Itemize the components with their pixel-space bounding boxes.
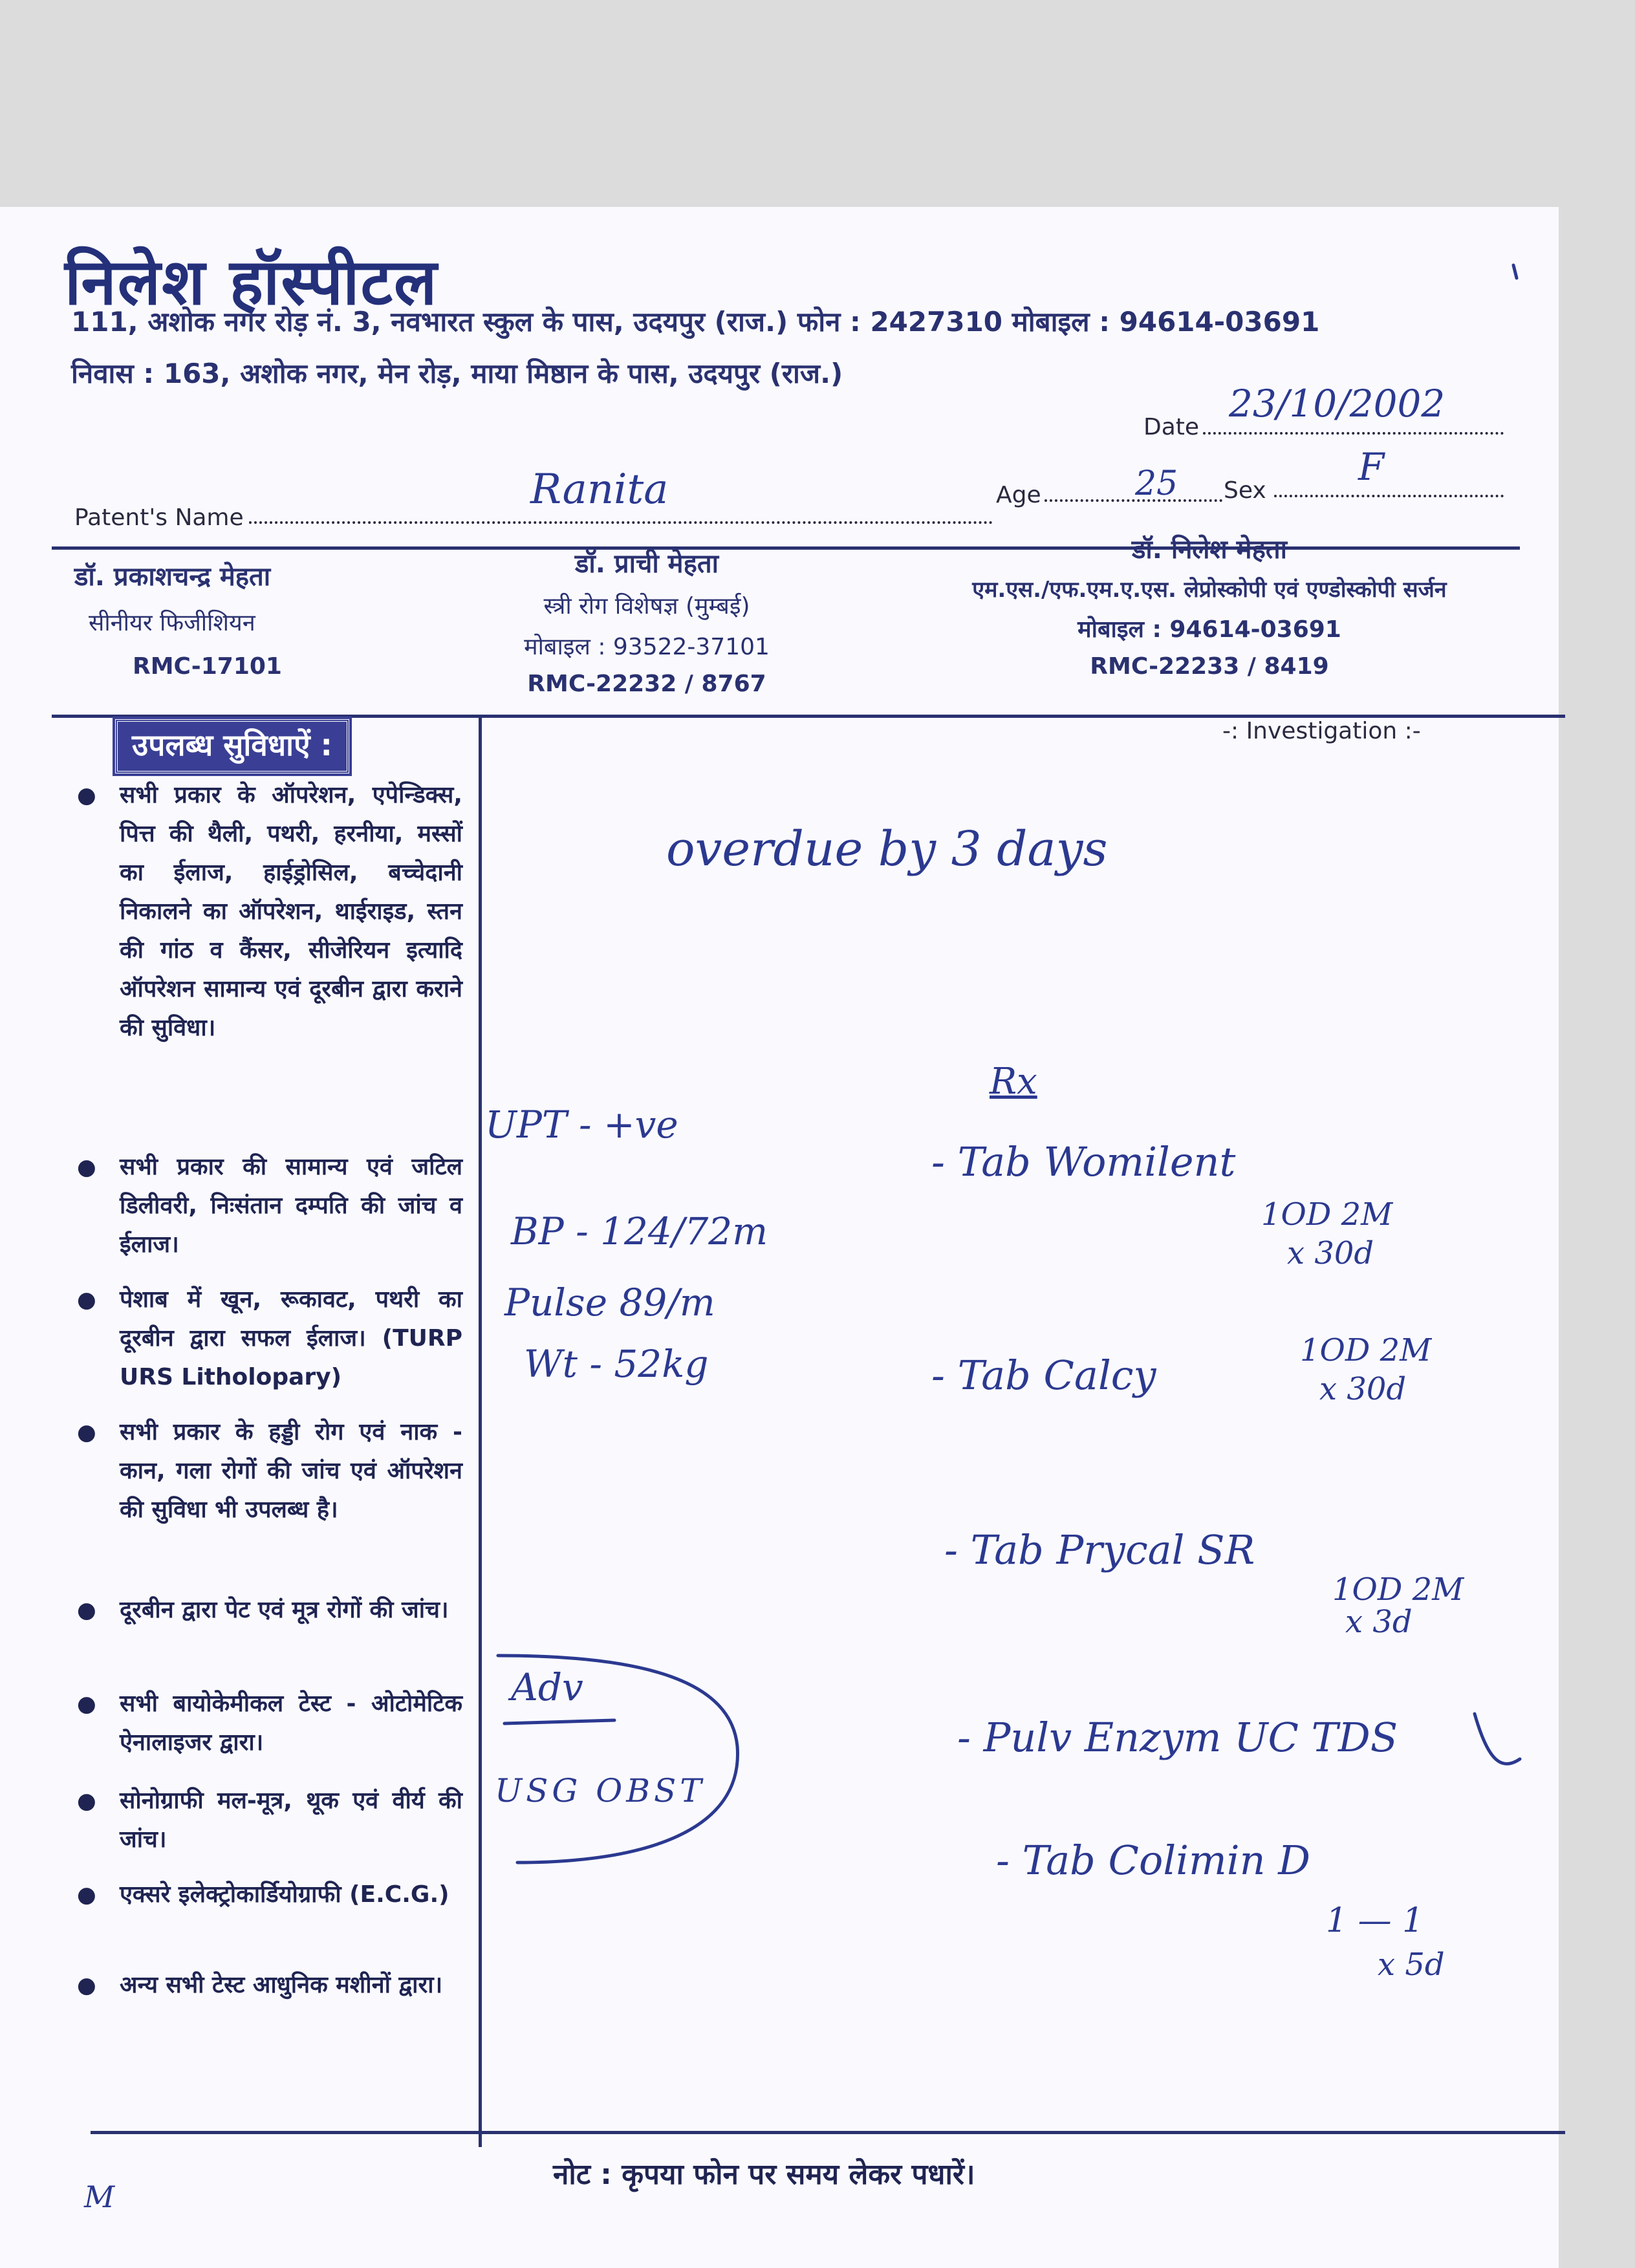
facilities-heading: उपलब्ध सुविधाऐं : [115,719,349,773]
advice-underline [504,1720,614,1723]
corner-mark [1513,265,1517,278]
finding-bp: BP - 124/72m [511,1209,768,1253]
rx-item-3-dose: 1OD 2M [1332,1571,1464,1608]
rx-item-1-dose: 1OD 2M [1261,1196,1393,1233]
rx-item-1-drug: - Tab Womilent [931,1138,1236,1185]
facility-item: ● सभी बायोकेमीकल टेस्ट - ओटोमेटिक ऐनालाइजर द्वारा। [77,1690,462,1756]
date-label: Date [1143,414,1200,440]
facility-item: ● सभी प्रकार की सामान्य एवं जटिल डिलीवरी, निःसंतान दम्पति की जांच व ईलाज। [77,1154,462,1258]
tick-mark [1475,1714,1520,1764]
investigation-label: -: Investigation :- [1222,718,1421,744]
footer-note: नोट : कृपया फोन पर समय लेकर पधारें। [553,2158,975,2191]
facility-item: ● सभी प्रकार के ऑपरेशन, एपेन्डिक्स, पित्त की थैली, पथरी, हरनीया, मस्सों का ईलाज, हाईड्रोसिल, बच्चेदानी निकालने का ऑपरेशन, थाईराइड, स्तन की गांठ व कैंसर, सीजेरियन इत्यादि ऑपरेशन सामान्य एवं दूरबीन द्वारा कराने की सुविधा। [77,782,462,1041]
doctor-3-mobile: मोबाइल : 94614-03691 [1077,616,1341,643]
margin-mark: M [84,2179,115,2214]
doctor-1-title: सीनीयर फिजीशियन [89,610,255,636]
doctor-1-rmc: RMC-17101 [133,653,282,680]
finding-pulse: Pulse 89/m [504,1280,715,1324]
rx-item-2-drug: - Tab Calcy [931,1352,1156,1399]
rx-item-2-dose: 1OD 2M [1300,1332,1432,1368]
advice-bracket [498,1656,737,1863]
facility-item: ● एक्सरे इलेक्ट्रोकार्डियोग्राफी (E.C.G.) [77,1881,449,1908]
address-line-2: निवास : 163, अशोक नगर, मेन रोड़, माया मिष्ठान के पास, उदयपुर (राज.) [71,358,843,389]
finding-weight: Wt - 52kg [524,1342,709,1386]
doctor-2-name: डॉ. प्राची मेहता [574,549,719,579]
complaint-text: overdue by 3 days [666,821,1108,877]
rx-item-2-duration: x 30d [1319,1371,1407,1407]
finding-upt: UPT - +ve [485,1103,678,1147]
rx-item-5-drug: - Tab Colimin D [996,1837,1310,1884]
doctor-3-name: डॉ. निलेश मेहता [1131,535,1287,565]
doctor-1-name: डॉ. प्रकाशचन्द्र मेहता [74,562,271,592]
hospital-name: निलेश हॉस्पीटल [65,246,439,319]
rx-symbol: Rx [990,1061,1037,1103]
rx-item-4-drug: - Pulv Enzym UC TDS [957,1714,1398,1761]
facility-item: ● सोनोग्राफी मल-मूत्र, थूक एवं वीर्य की जांच। [77,1787,462,1853]
address-line-1: 111, अशोक नगर रोड़ नं. 3, नवभारत स्कुल के पास, उदयपुर (राज.) फोन : 2427310 मोबाइल : 94614-03691 [71,306,1320,338]
footer-divider [91,2131,1565,2134]
patient-name-label: Patent's Name [74,504,244,531]
doctor-2-title: स्त्री रोग विशेषज्ञ (मुम्बई) [543,593,750,620]
facility-item: ● सभी प्रकार के हड्डी रोग एवं नाक - कान, गला रोगों की जांच एवं ऑपरेशन की सुविधा भी उपलब्ध है। [77,1419,462,1523]
doctor-2-rmc: RMC-22232 / 8767 [527,671,766,697]
facility-item: ● अन्य सभी टेस्ट आधुनिक मशीनों द्वारा। [77,1972,443,1998]
rx-item-3-drug: - Tab Prycal SR [944,1526,1255,1573]
facility-item: ● दूरबीन द्वारा पेट एवं मूत्र रोगों की जांच। [77,1597,449,1623]
advice-text: USG OBST [495,1772,706,1809]
facility-item: ● पेशाब में खून, रूकावट, पथरी का दूरबीन द्वारा सफल ईलाज। (TURP URS Litholopary) [77,1286,462,1390]
age-label: Age [996,482,1041,508]
rx-item-5-dose: 1 — 1 [1326,1901,1424,1940]
age-value[interactable]: 25 [1135,464,1178,503]
rx-item-5-duration: x 5d [1378,1947,1445,1983]
sex-label: Sex [1224,477,1266,504]
doctor-3-rmc: RMC-22233 / 8419 [1090,653,1329,680]
rx-item-1-duration: x 30d [1287,1235,1374,1271]
rx-item-3-duration: x 3d [1345,1604,1413,1640]
advice-label: Adv [511,1665,583,1709]
doctor-3-title: एम.एस./एफ.एम.ए.एस. लेप्रोस्कोपी एवं एण्डोस्कोपी सर्जन [972,577,1447,603]
sex-value[interactable]: F [1358,445,1385,489]
doctor-2-mobile: मोबाइल : 93522-37101 [524,634,770,660]
date-value[interactable]: 23/10/2002 [1229,382,1446,426]
patient-name-value[interactable]: Ranita [530,466,669,513]
